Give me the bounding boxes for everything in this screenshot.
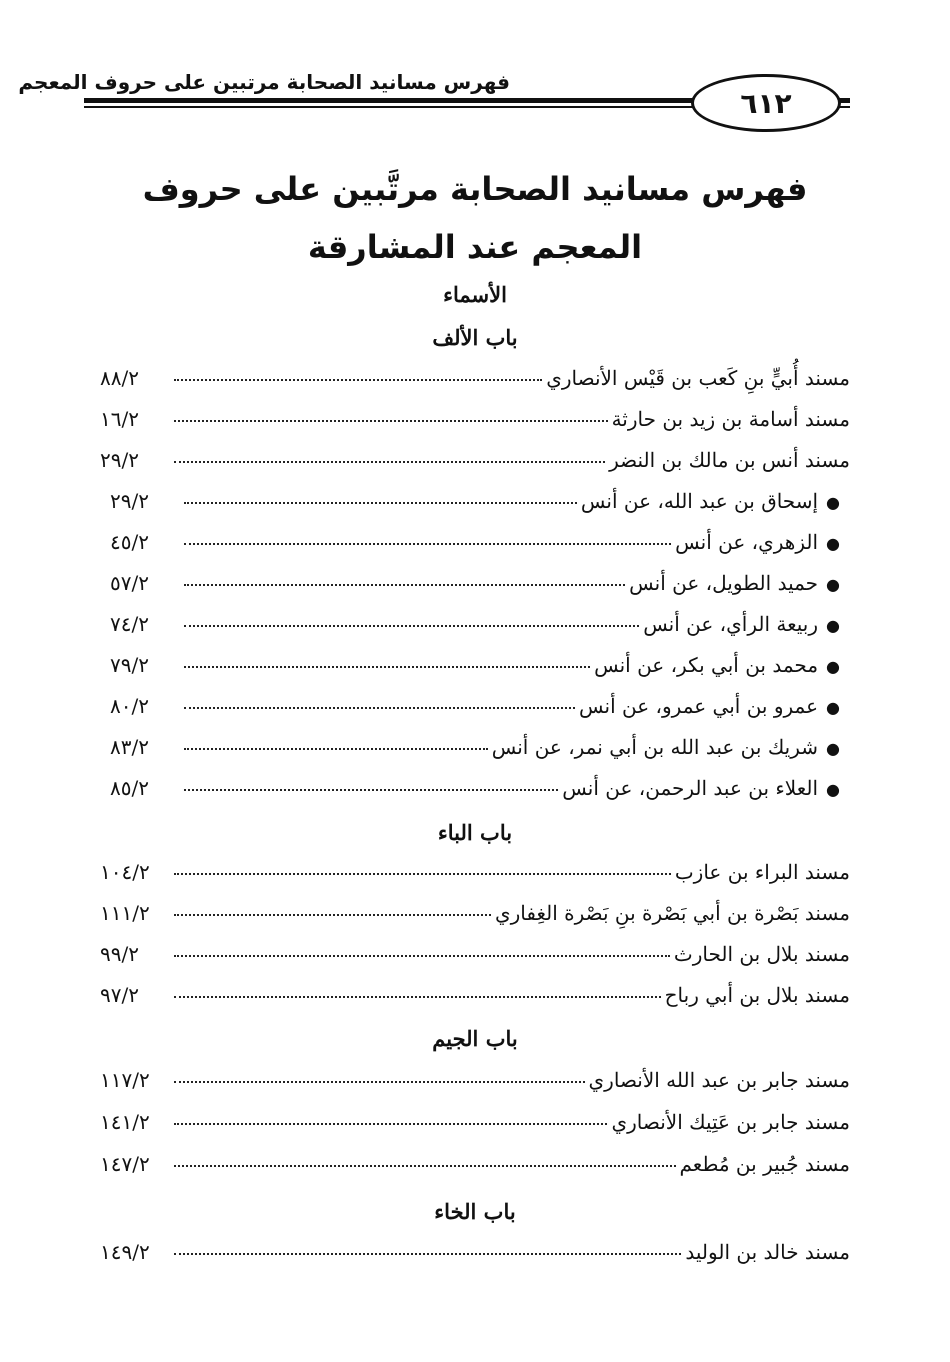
entry-page-ref: ١٠٤/٢ <box>100 860 150 884</box>
chapter-heading-alif: باب الألف <box>432 325 518 350</box>
index-entry <box>100 1068 850 1102</box>
dot-leader <box>174 1123 607 1125</box>
dot-leader <box>184 502 577 504</box>
dot-leader <box>184 707 575 709</box>
entry-page-ref: ٢٩/٢ <box>100 448 139 472</box>
dot-leader <box>184 584 625 586</box>
entry-name: إسحاق بن عبد الله، عن أنس <box>580 489 819 513</box>
index-subentry <box>110 694 840 728</box>
index-entry <box>100 942 850 976</box>
index-entry <box>100 448 850 482</box>
index-entry <box>100 1110 850 1144</box>
entry-name: مسند أنس بن مالك بن النضر <box>609 448 850 472</box>
entry-name: مسند البراء بن عازب <box>674 860 850 884</box>
entry-page-ref: ٨٥/٢ <box>110 776 149 800</box>
index-entry <box>100 983 850 1017</box>
dot-leader <box>174 379 542 381</box>
chapter-heading-kha: باب الخاء <box>434 1199 516 1224</box>
index-entry <box>100 901 850 935</box>
entry-page-ref: ١٤٧/٢ <box>100 1152 150 1176</box>
dot-leader <box>184 666 590 668</box>
chapter-heading-ba: باب الباء <box>437 820 513 845</box>
entry-page-ref: ١٦/٢ <box>100 407 139 431</box>
index-subentry <box>110 612 840 646</box>
entry-name: مسند بَصْرة بن أبي بَصْرة بنِ بَصْرة الغِفاري <box>494 901 850 925</box>
entry-name: حميد الطويل، عن أنس <box>629 571 819 595</box>
index-subentry <box>110 530 840 564</box>
entry-page-ref: ٢٩/٢ <box>110 489 149 513</box>
entry-name: مسند جُبير بن مُطعم <box>679 1152 850 1176</box>
bullet-icon: ● <box>826 534 840 553</box>
entry-page-ref: ٥٧/٢ <box>110 571 149 595</box>
chapter-heading-jim: باب الجيم <box>432 1026 518 1051</box>
dot-leader <box>174 996 661 998</box>
entry-page-ref: ١٤٩/٢ <box>100 1240 150 1264</box>
index-entry <box>100 860 850 894</box>
index-subentry <box>110 489 840 523</box>
entry-page-ref: ٨٨/٢ <box>100 366 139 390</box>
index-entry <box>100 407 850 441</box>
entry-name: مسند جابر بن عَتِيك الأنصاري <box>611 1110 850 1134</box>
dot-leader <box>174 873 671 875</box>
entry-name: مسند أُبيٍّ بنِ كَعب بن قَيْس الأنصاري <box>546 366 850 390</box>
dot-leader <box>174 1165 676 1167</box>
dot-leader <box>184 789 558 791</box>
dot-leader <box>174 914 491 916</box>
page-number: ٦١٢ <box>691 74 841 132</box>
bullet-icon: ● <box>826 739 840 758</box>
index-subentry <box>110 735 840 769</box>
entry-page-ref: ٨٣/٢ <box>110 735 149 759</box>
dot-leader <box>174 420 608 422</box>
entry-page-ref: ٩٧/٢ <box>100 983 139 1007</box>
dot-leader <box>174 1253 681 1255</box>
bullet-icon: ● <box>826 575 840 594</box>
bullet-icon: ● <box>826 698 840 717</box>
section-label: الأسماء <box>443 282 507 307</box>
dot-leader <box>174 1081 585 1083</box>
entry-name: العلاء بن عبد الرحمن، عن أنس <box>562 776 819 800</box>
entry-name: محمد بن أبي بكر، عن أنس <box>594 653 819 677</box>
index-subentry <box>110 776 840 810</box>
entry-page-ref: ٩٩/٢ <box>100 942 139 966</box>
page-title: فهرس مسانيد الصحابة مرتَّبين على حروف المعجم عند المشارقة <box>142 170 808 266</box>
entry-page-ref: ١١١/٢ <box>100 901 150 925</box>
bullet-icon: ● <box>826 657 840 676</box>
entry-name: مسند أسامة بن زيد بن حارثة <box>611 407 850 431</box>
dot-leader <box>174 955 670 957</box>
entry-name: ربيعة الرأي، عن أنس <box>643 612 819 636</box>
dot-leader <box>174 461 605 463</box>
entry-page-ref: ٨٠/٢ <box>110 694 149 718</box>
entry-page-ref: ١١٧/٢ <box>100 1068 150 1092</box>
entry-page-ref: ٧٤/٢ <box>110 612 149 636</box>
running-header-title: فهرس مسانيد الصحابة مرتبين على حروف المعجم <box>18 70 510 94</box>
entry-page-ref: ١٤١/٢ <box>100 1110 150 1134</box>
entry-page-ref: ٤٥/٢ <box>110 530 149 554</box>
entry-name: عمرو بن أبي عمرو، عن أنس <box>579 694 819 718</box>
bullet-icon: ● <box>826 780 840 799</box>
dot-leader <box>184 543 671 545</box>
running-header <box>18 60 850 140</box>
entry-name: شريك بن عبد الله بن أبي نمر، عن أنس <box>491 735 819 759</box>
entry-name: مسند بلال بن الحارث <box>673 942 850 966</box>
dot-leader <box>184 748 488 750</box>
index-entry <box>100 366 850 400</box>
bullet-icon: ● <box>826 616 840 635</box>
index-entry <box>100 1152 850 1186</box>
bullet-icon: ● <box>826 493 840 512</box>
entry-name: مسند بلال بن أبي رباح <box>664 983 850 1007</box>
index-entry <box>100 1240 850 1274</box>
dot-leader <box>184 625 639 627</box>
entry-name: مسند خالد بن الوليد <box>685 1240 850 1264</box>
index-subentry <box>110 571 840 605</box>
index-subentry <box>110 653 840 687</box>
entry-name: الزهري، عن أنس <box>675 530 819 554</box>
entry-name: مسند جابر بن عبد الله الأنصاري <box>588 1068 850 1092</box>
entry-page-ref: ٧٩/٢ <box>110 653 149 677</box>
